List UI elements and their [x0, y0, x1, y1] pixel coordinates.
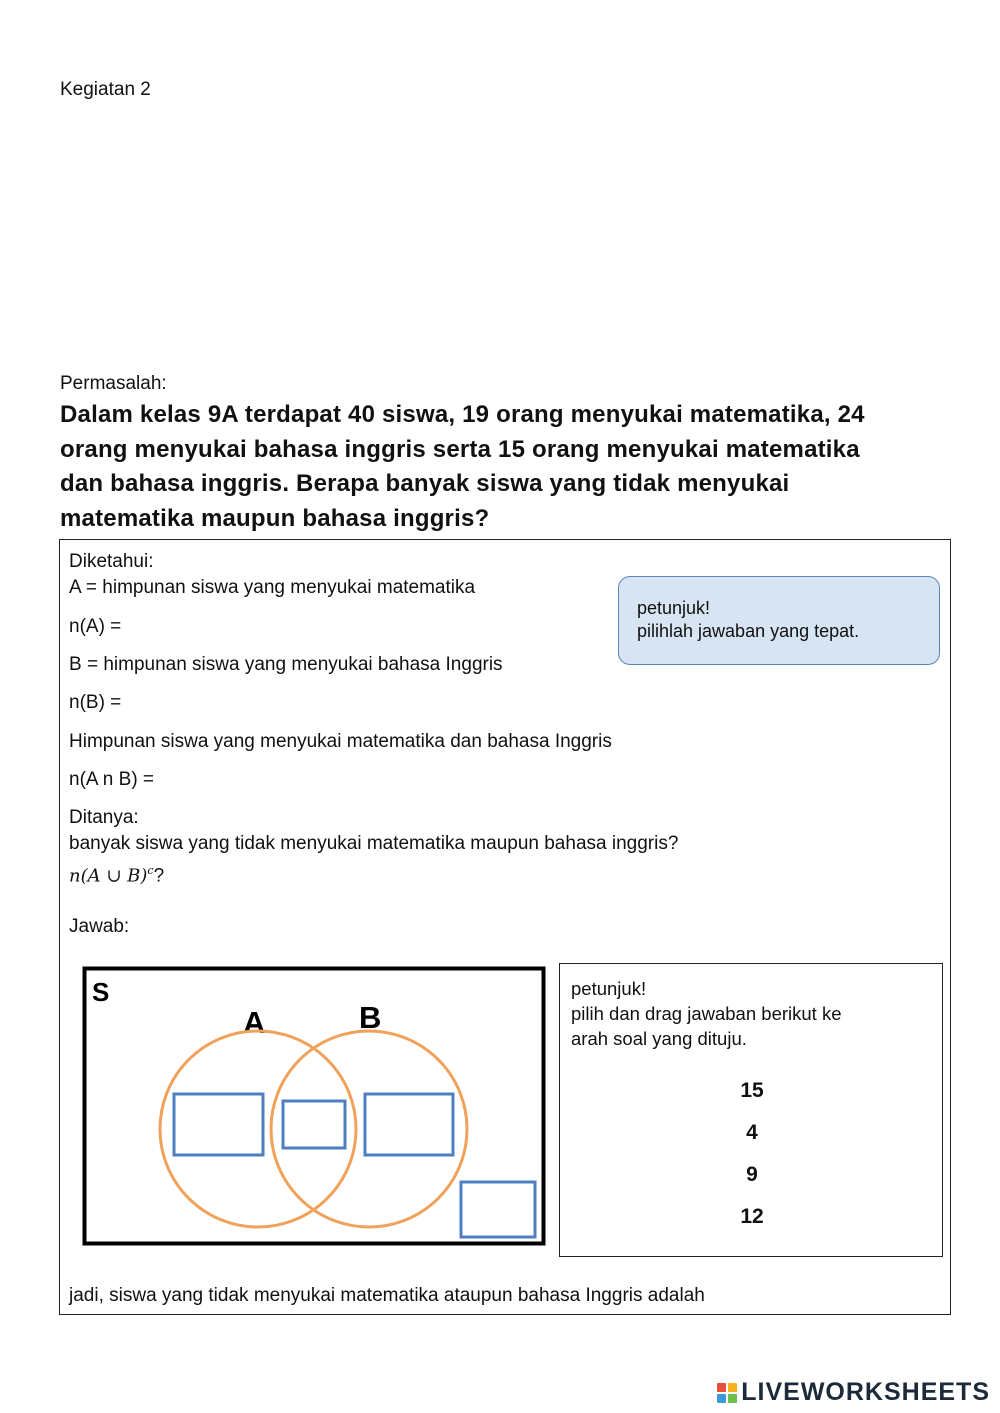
n-intersection-label: n(A n B) =	[69, 769, 155, 790]
problem-line: matematika maupun bahasa inggris?	[60, 504, 490, 532]
known-label: Diketahui:	[69, 551, 154, 572]
draggable-answer[interactable]: 4	[746, 1121, 758, 1144]
draggable-answer[interactable]: 12	[740, 1205, 764, 1228]
problem-statement	[60, 398, 940, 536]
problem-label: Permasalah:	[60, 373, 167, 394]
answer-label: Jawab:	[69, 916, 130, 937]
draggable-answer[interactable]: 9	[746, 1163, 758, 1186]
drop-box-b-only[interactable]	[365, 1094, 453, 1155]
hint-text: pilihlah jawaban yang tepat.	[637, 621, 860, 641]
set-b-label: B	[359, 1000, 382, 1035]
hint-title: petunjuk!	[571, 978, 647, 999]
hint-text-line: pilih dan drag jawaban berikut ke	[571, 1003, 842, 1024]
brand-name: LIVEWORKSHEETS	[741, 1378, 990, 1406]
drop-box-a-only[interactable]	[174, 1094, 263, 1155]
hint-box-drag	[559, 963, 943, 1257]
asked-formula	[69, 864, 164, 887]
asked-question: banyak siswa yang tidak menyukai matematika maupun bahasa inggris?	[69, 833, 679, 854]
formula-complement: c	[147, 864, 154, 877]
draggable-answer[interactable]: 15	[740, 1079, 764, 1102]
hint-title: petunjuk!	[637, 598, 711, 618]
formula-text: n(A ∪ B)	[69, 865, 148, 887]
formula-question-mark: ?	[153, 865, 165, 887]
set-a-label: A	[243, 1005, 266, 1040]
hint-box-select	[618, 576, 940, 665]
intersection-definition: Himpunan siswa yang menyukai matematika dan bahasa Inggris	[69, 731, 612, 752]
n-a-label: n(A) =	[69, 616, 122, 637]
logo-grid-icon	[717, 1383, 737, 1403]
hint-text-line: arah soal yang dituju.	[571, 1028, 747, 1049]
problem-line: Dalam kelas 9A terdapat 40 siswa, 19 orang menyukai matematika, 24	[60, 401, 865, 428]
problem-line: dan bahasa inggris. Berapa banyak siswa yang tidak menyukai	[60, 470, 790, 497]
set-a-definition: A = himpunan siswa yang menyukai matematika	[69, 577, 476, 598]
asked-label: Ditanya:	[69, 807, 139, 828]
set-b-definition: B = himpunan siswa yang menyukai bahasa Inggris	[69, 654, 503, 675]
liveworksheets-logo	[717, 1378, 990, 1407]
universe-label: S	[92, 977, 110, 1007]
drop-box-intersection[interactable]	[283, 1101, 345, 1148]
answer-options	[560, 1076, 944, 1244]
conclusion-text: jadi, siswa yang tidak menyukai matematika ataupun bahasa Inggris adalah	[69, 1285, 705, 1306]
n-b-label: n(B) =	[69, 692, 122, 713]
venn-diagram	[82, 965, 548, 1248]
activity-heading: Kegiatan 2	[60, 79, 151, 100]
problem-line: orang menyukai bahasa inggris serta 15 orang menyukai matematika	[60, 435, 860, 463]
drop-box-complement[interactable]	[461, 1182, 535, 1237]
